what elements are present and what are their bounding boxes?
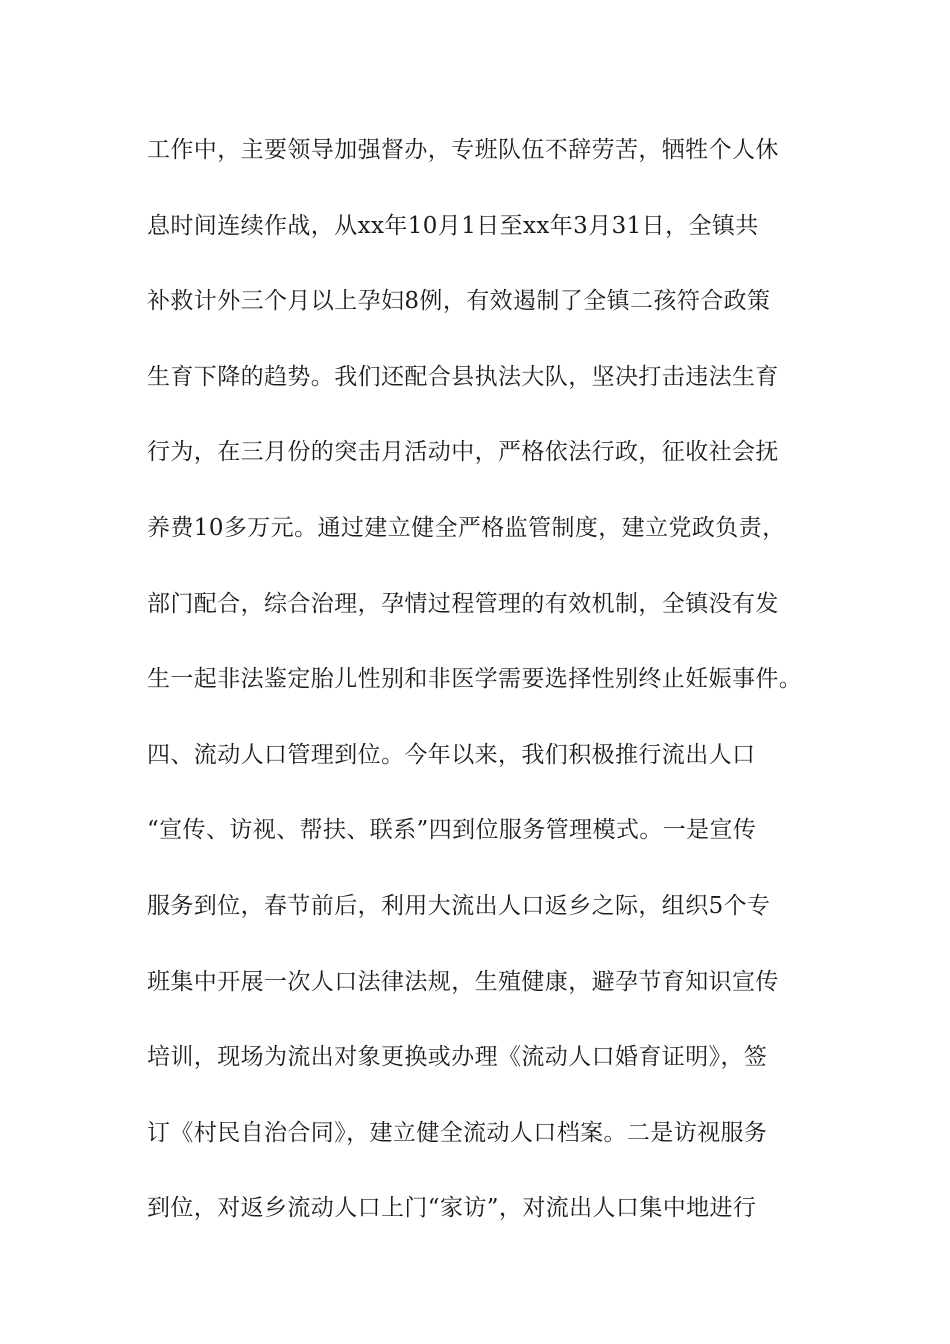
text-line: 四、流动人口管理到位。今年以来，我们积极推行流出人口 — [147, 741, 756, 768]
text-line: 培训，现场为流出对象更换或办理《流动人口婚育证明》，签 — [147, 1044, 768, 1071]
text-line: 息时间连续作战，从xx年10月1日至xx年3月31日，全镇共 — [147, 212, 759, 239]
text-line: “宣传、访视、帮扶、联系”四到位服务管理模式。一是宣传 — [147, 817, 757, 844]
text-line: 班集中开展一次人口法律法规，生殖健康，避孕节育知识宣传 — [147, 968, 779, 995]
text-line: 服务到位，春节前后，利用大流出人口返乡之际，组织5个专 — [147, 892, 771, 919]
text-line: 工作中，主要领导加强督办，专班队伍不辞劳苦，牺牲个人休 — [147, 137, 779, 163]
text-line: 到位，对返乡流动人口上门“家访”，对流出人口集中地进行 — [147, 1195, 757, 1222]
text-line: 生一起非法鉴定胎儿性别和非医学需要选择性别终止妊娠事件。 — [147, 666, 803, 693]
text-line: 部门配合，综合治理，孕情过程管理的有效机制，全镇没有发 — [147, 590, 779, 617]
text-line: 补救计外三个月以上孕妇8例，有效遏制了全镇二孩符合政策 — [147, 288, 771, 315]
text-line: 行为，在三月份的突击月活动中，严格依法行政，征收社会抚 — [147, 439, 779, 466]
text-line: 生育下降的趋势。我们还配合县执法大队，坚决打击违法生育 — [147, 363, 779, 390]
body-text — [147, 130, 807, 1264]
text-line: 订《村民自治合同》，建立健全流动人口档案。二是访视服务 — [147, 1119, 768, 1146]
text-line: 养费10多万元。通过建立健全严格监管制度，建立党政负责， — [147, 514, 786, 541]
